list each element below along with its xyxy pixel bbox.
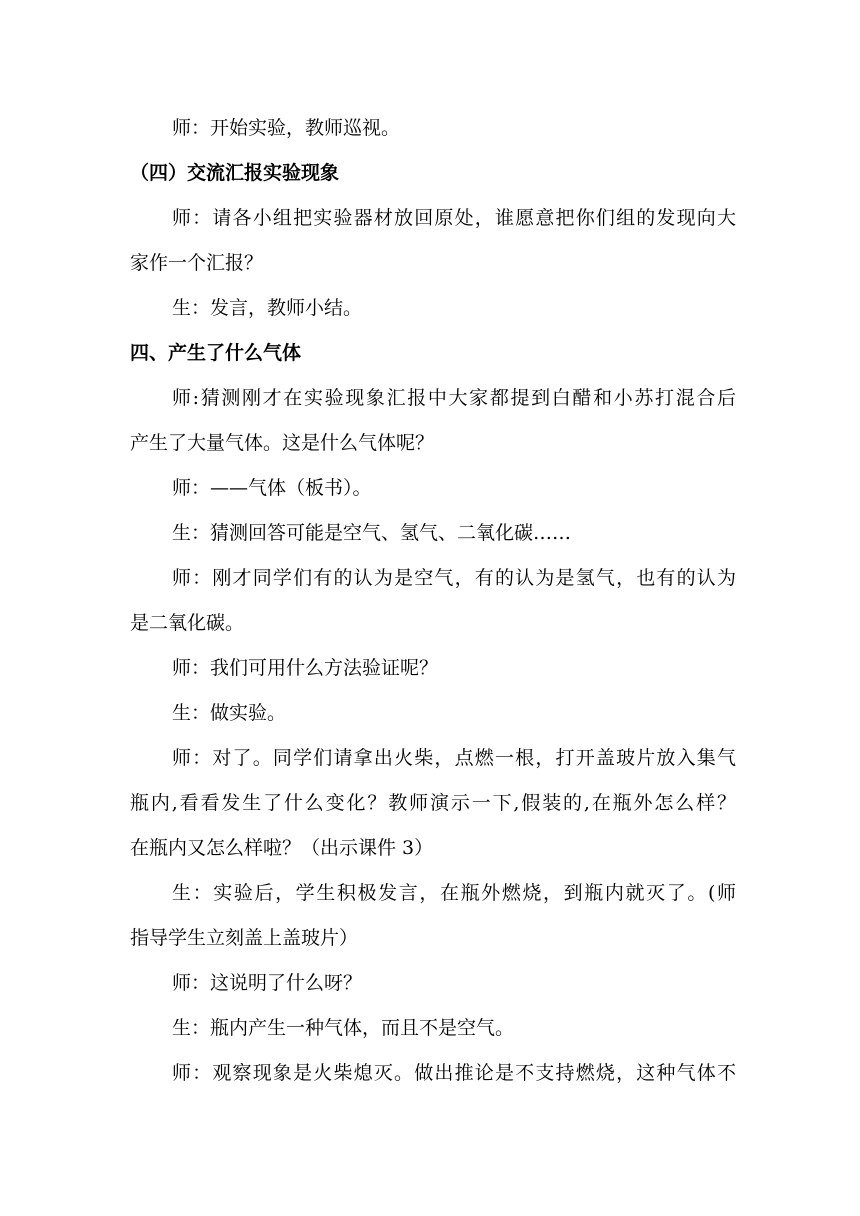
paragraph-line: 在瓶内又怎么样啦？（出示课件 3） xyxy=(130,837,434,859)
paragraph-line: 指导学生立刻盖上盖玻片） xyxy=(130,927,359,949)
paragraph-line: 家作一个汇报？ xyxy=(130,252,264,274)
paragraph-line: 生：实验后，学生积极发言，在瓶外燃烧，到瓶内就灭了。(师 xyxy=(172,882,736,904)
paragraph-line: 师：我们可用什么方法验证呢？ xyxy=(172,657,439,679)
paragraph-line: 师：——气体（板书）。 xyxy=(172,477,372,499)
section-heading: 四、产生了什么气体 xyxy=(130,342,302,364)
paragraph-line: 师：观察现象是火柴熄灭。做出推论是不支持燃烧，这种气体不 xyxy=(172,1062,736,1084)
paragraph-line: 师:猜测刚才在实验现象汇报中大家都提到白醋和小苏打混合后 xyxy=(172,387,736,409)
paragraph-line: 师：开始实验，教师巡视。 xyxy=(172,117,401,139)
paragraph-line: 师：刚才同学们有的认为是空气，有的认为是氢气，也有的认为 xyxy=(172,567,736,589)
paragraph-line: 师：这说明了什么呀？ xyxy=(172,972,363,994)
paragraph-line: 生：做实验。 xyxy=(172,702,287,724)
section-heading: （四）交流汇报实验现象 xyxy=(130,162,340,184)
paragraph-line: 师：对了。同学们请拿出火柴，点燃一根，打开盖玻片放入集气 xyxy=(172,747,736,769)
paragraph-line: 是二氧化碳。 xyxy=(130,612,245,634)
paragraph-line: 师：请各小组把实验器材放回原处，谁愿意把你们组的发现向大 xyxy=(172,207,736,229)
paragraph-line: 生：猜测回答可能是空气、氢气、二氧化碳…… xyxy=(172,522,572,544)
paragraph-line: 产生了大量气体。这是什么气体呢？ xyxy=(130,432,435,454)
paragraph-line: 生：发言，教师小结。 xyxy=(172,297,363,319)
paragraph-line: 瓶内,看看发生了什么变化？教师演示一下,假装的,在瓶外怎么样？ xyxy=(130,792,736,814)
paragraph-line: 生：瓶内产生一种气体，而且不是空气。 xyxy=(172,1017,515,1039)
